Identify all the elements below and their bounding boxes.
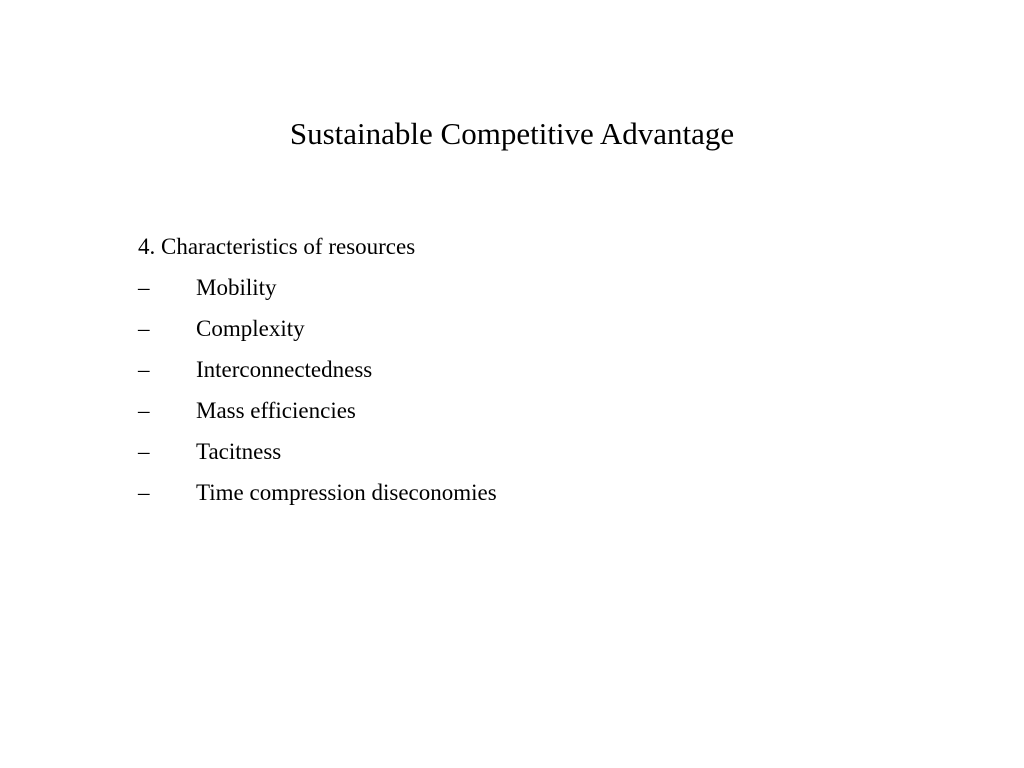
list-item [138,308,958,349]
dash-marker: – [138,439,150,464]
list-item [138,349,958,390]
dash-marker: – [138,357,150,382]
list-item [138,472,958,513]
slide-title: Sustainable Competitive Advantage [289,116,735,151]
list-item-text: Complexity [196,316,305,341]
list-item-text: Tacitness [196,439,282,464]
list-item [138,267,958,308]
intro-text: 4. Characteristics of resources [138,234,416,259]
list-item-text: Mobility [196,275,277,300]
dash-marker: – [138,316,150,341]
list-item [138,390,958,431]
list-item [138,431,958,472]
bullet-list [138,267,958,513]
dash-marker: – [138,275,150,300]
list-item-text: Interconnectedness [196,357,373,382]
dash-marker: – [138,480,150,505]
dash-marker: – [138,398,150,423]
list-item-text: Mass efficiencies [196,398,356,423]
list-item-text: Time compression diseconomies [196,480,497,505]
slide-content [138,226,958,513]
